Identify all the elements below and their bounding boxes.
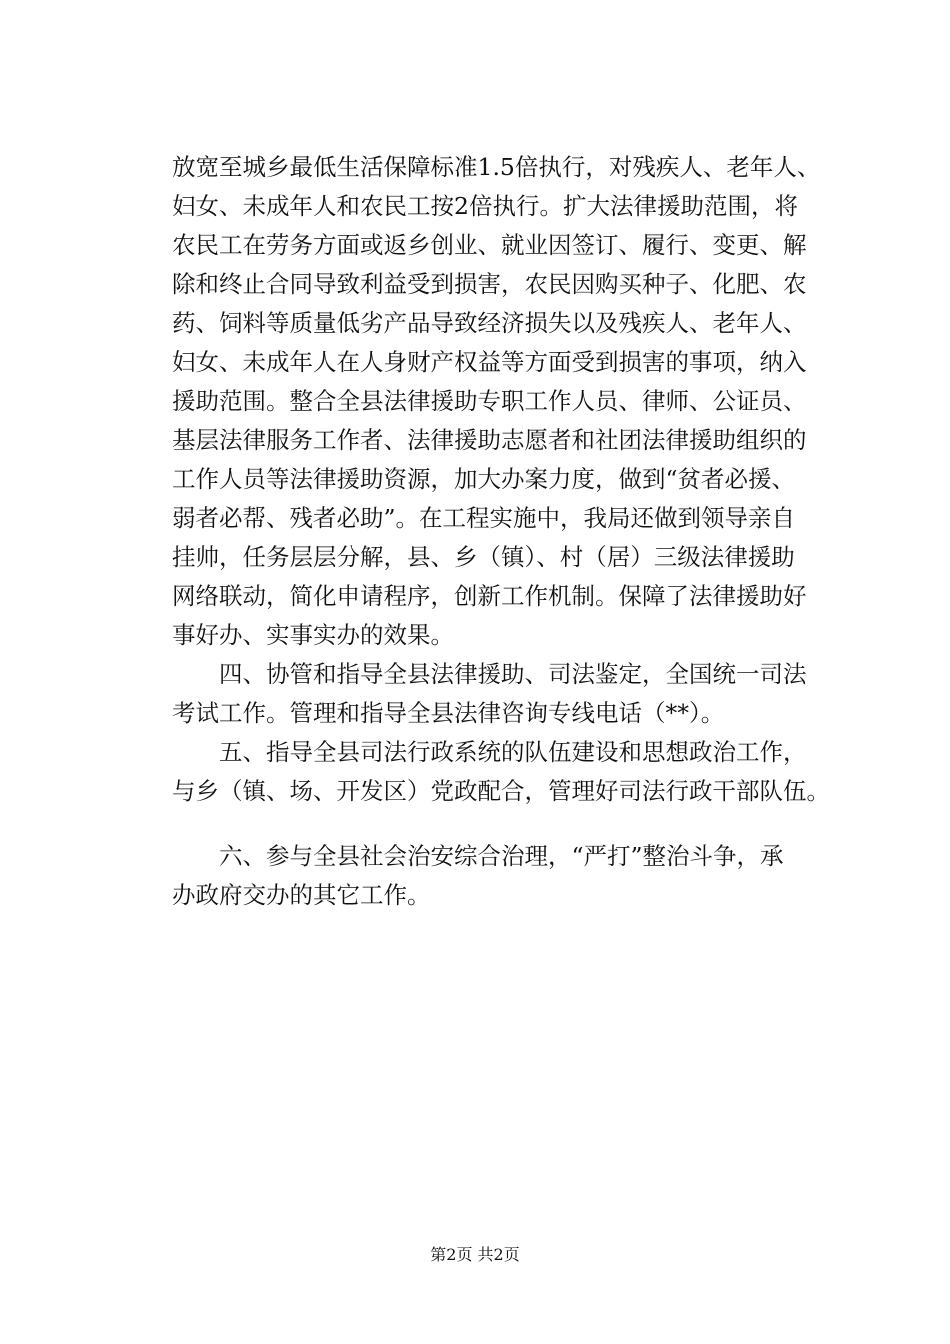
text-line: 与乡（镇、场、开发区）党政配合，管理好司法行政干部队伍。: [172, 777, 830, 805]
text-line: 放宽至城乡最低生活保障标准1.5倍执行，对残疾人、老年人、: [172, 153, 821, 181]
text-line: 基层法律服务工作者、法律援助志愿者和社团法律援助组织的: [172, 426, 807, 454]
paragraph-gap: [172, 811, 862, 837]
text-line: 除和终止合同导致利益受到损害，农民因购买种子、化肥、农: [172, 270, 807, 298]
page-number-footer: 第2页 共2页: [430, 1245, 520, 1264]
paragraph-six-start: 六、参与全县社会治安综合治理，“严打”整治斗争，承: [219, 842, 784, 870]
text-line: 农民工在劳务方面或返乡创业、就业因签订、履行、变更、解: [172, 231, 807, 259]
text-line: 弱者必帮、残者必助”。在工程实施中，我局还做到领导亲自: [172, 504, 796, 532]
paragraph-four-start: 四、协管和指导全县法律援助、司法鉴定，全国统一司法: [219, 660, 807, 688]
text-line: 考试工作。管理和指导全县法律咨询专线电话（**）。: [172, 699, 725, 727]
text-line: 妇女、未成年人和农民工按2倍执行。扩大法律援助范围，将: [172, 192, 798, 220]
text-line: 工作人员等法律援助资源，加大办案力度，做到“贫者必援、: [172, 465, 796, 493]
text-line: 挂帅，任务层层分解，县、乡（镇）、村（居）三级法律援助: [172, 543, 795, 571]
text-line: 援助范围。整合全县法律援助专职工作人员、律师、公证员、: [172, 387, 807, 415]
text-line: 事好办、实事实办的效果。: [172, 621, 454, 649]
text-line: 药、饲料等质量低劣产品导致经济损失以及残疾人、老年人、: [172, 309, 807, 337]
text-line: 网络联动，简化申请程序，创新工作机制。保障了法律援助好: [172, 582, 807, 610]
document-body: [172, 148, 862, 915]
text-line: 办政府交办的其它工作。: [172, 881, 431, 909]
paragraph-five-start: 五、指导全县司法行政系统的队伍建设和思想政治工作，: [219, 738, 807, 766]
text-line: 妇女、未成年人在人身财产权益等方面受到损害的事项，纳入: [172, 348, 807, 376]
